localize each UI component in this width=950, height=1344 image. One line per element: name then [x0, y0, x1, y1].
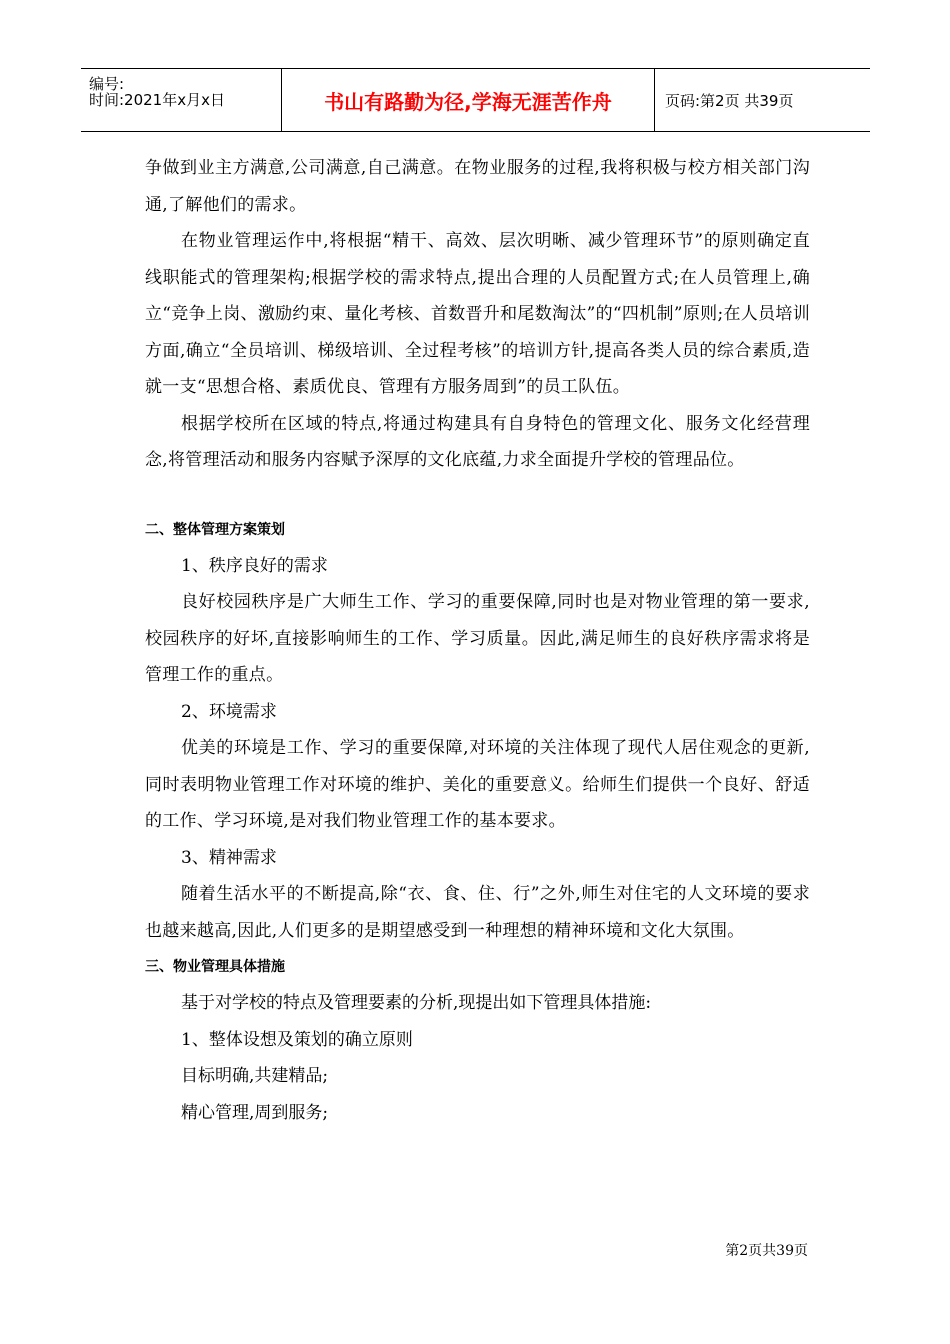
paragraph: 优美的环境是工作、学习的重要保障,对环境的关注体现了现代人居住观念的更新,同时表明物业管理工作对环境的维护、美化的重要意义。给师生们提供一个良好、舒适的工作、学习环境,是对我们物业管理工作的基本要求。 — [145, 738, 810, 831]
list-item: 目标明确,共建精品; — [181, 1066, 329, 1086]
number-label: 编号: — [89, 75, 125, 93]
header-meta — [81, 69, 282, 131]
page-header — [81, 68, 870, 132]
page-footer: 第2页共39页 — [725, 1243, 808, 1259]
paragraph: 争做到业主方满意,公司满意,自己满意。在物业服务的过程,我将积极与校方相关部门沟通,了解他们的需求。 — [145, 158, 810, 215]
subheading: 1、整体设想及策划的确立原则 — [181, 1029, 413, 1050]
spacer — [145, 479, 810, 512]
paragraph: 在物业管理运作中,将根据“精干、高效、层次明晰、减少管理环节”的原则确定直线职能式的管理架构;根据学校的需求特点,提出合理的人员配置方式;在人员管理上,确立“竞争上岗、激励约束、量化考核、首数晋升和尾数淘汰”的“四机制”原则;在人员培训方面,确立“全员培训、梯级培训、全过程考核”的培训方针,提高各类人员的综合素质,造就一支“思想合格、素质优良、管理有方服务周到”的员工队伍。 — [145, 231, 810, 397]
header-page-label: 页码:第2页 共39页 — [665, 91, 794, 110]
header-motto: 书山有路勤为径,学海无涯苦作舟 — [282, 69, 655, 131]
paragraph: 随着生活水平的不断提高,除“衣、食、住、行”之外,师生对住宅的人文环境的要求也越来越高,因此,人们更多的是期望感受到一种理想的精神环境和文化大氛围。 — [145, 884, 810, 941]
section-heading: 二、整体管理方案策划 — [145, 521, 285, 538]
subheading: 2、环境需求 — [181, 701, 277, 722]
paragraph: 基于对学校的特点及管理要素的分析,现提出如下管理具体措施: — [181, 993, 652, 1013]
section-heading: 三、物业管理具体措施 — [145, 959, 285, 975]
paragraph: 良好校园秩序是广大师生工作、学习的重要保障,同时也是对物业管理的第一要求,校园秩序的好坏,直接影响师生的工作、学习质量。因此,满足师生的良好秩序需求将是管理工作的重点。 — [145, 592, 810, 685]
list-item: 精心管理,周到服务; — [181, 1102, 329, 1123]
subheading: 3、精神需求 — [181, 847, 277, 868]
subheading: 1、秩序良好的需求 — [181, 555, 328, 576]
paragraph: 根据学校所在区域的特点,将通过构建具有自身特色的管理文化、服务文化经营理念,将管理活动和服务内容赋予深厚的文化底蕴,力求全面提升学校的管理品位。 — [145, 413, 810, 470]
time-label: 时间:2021年x月x日 — [89, 91, 225, 109]
document-body — [145, 150, 810, 1131]
